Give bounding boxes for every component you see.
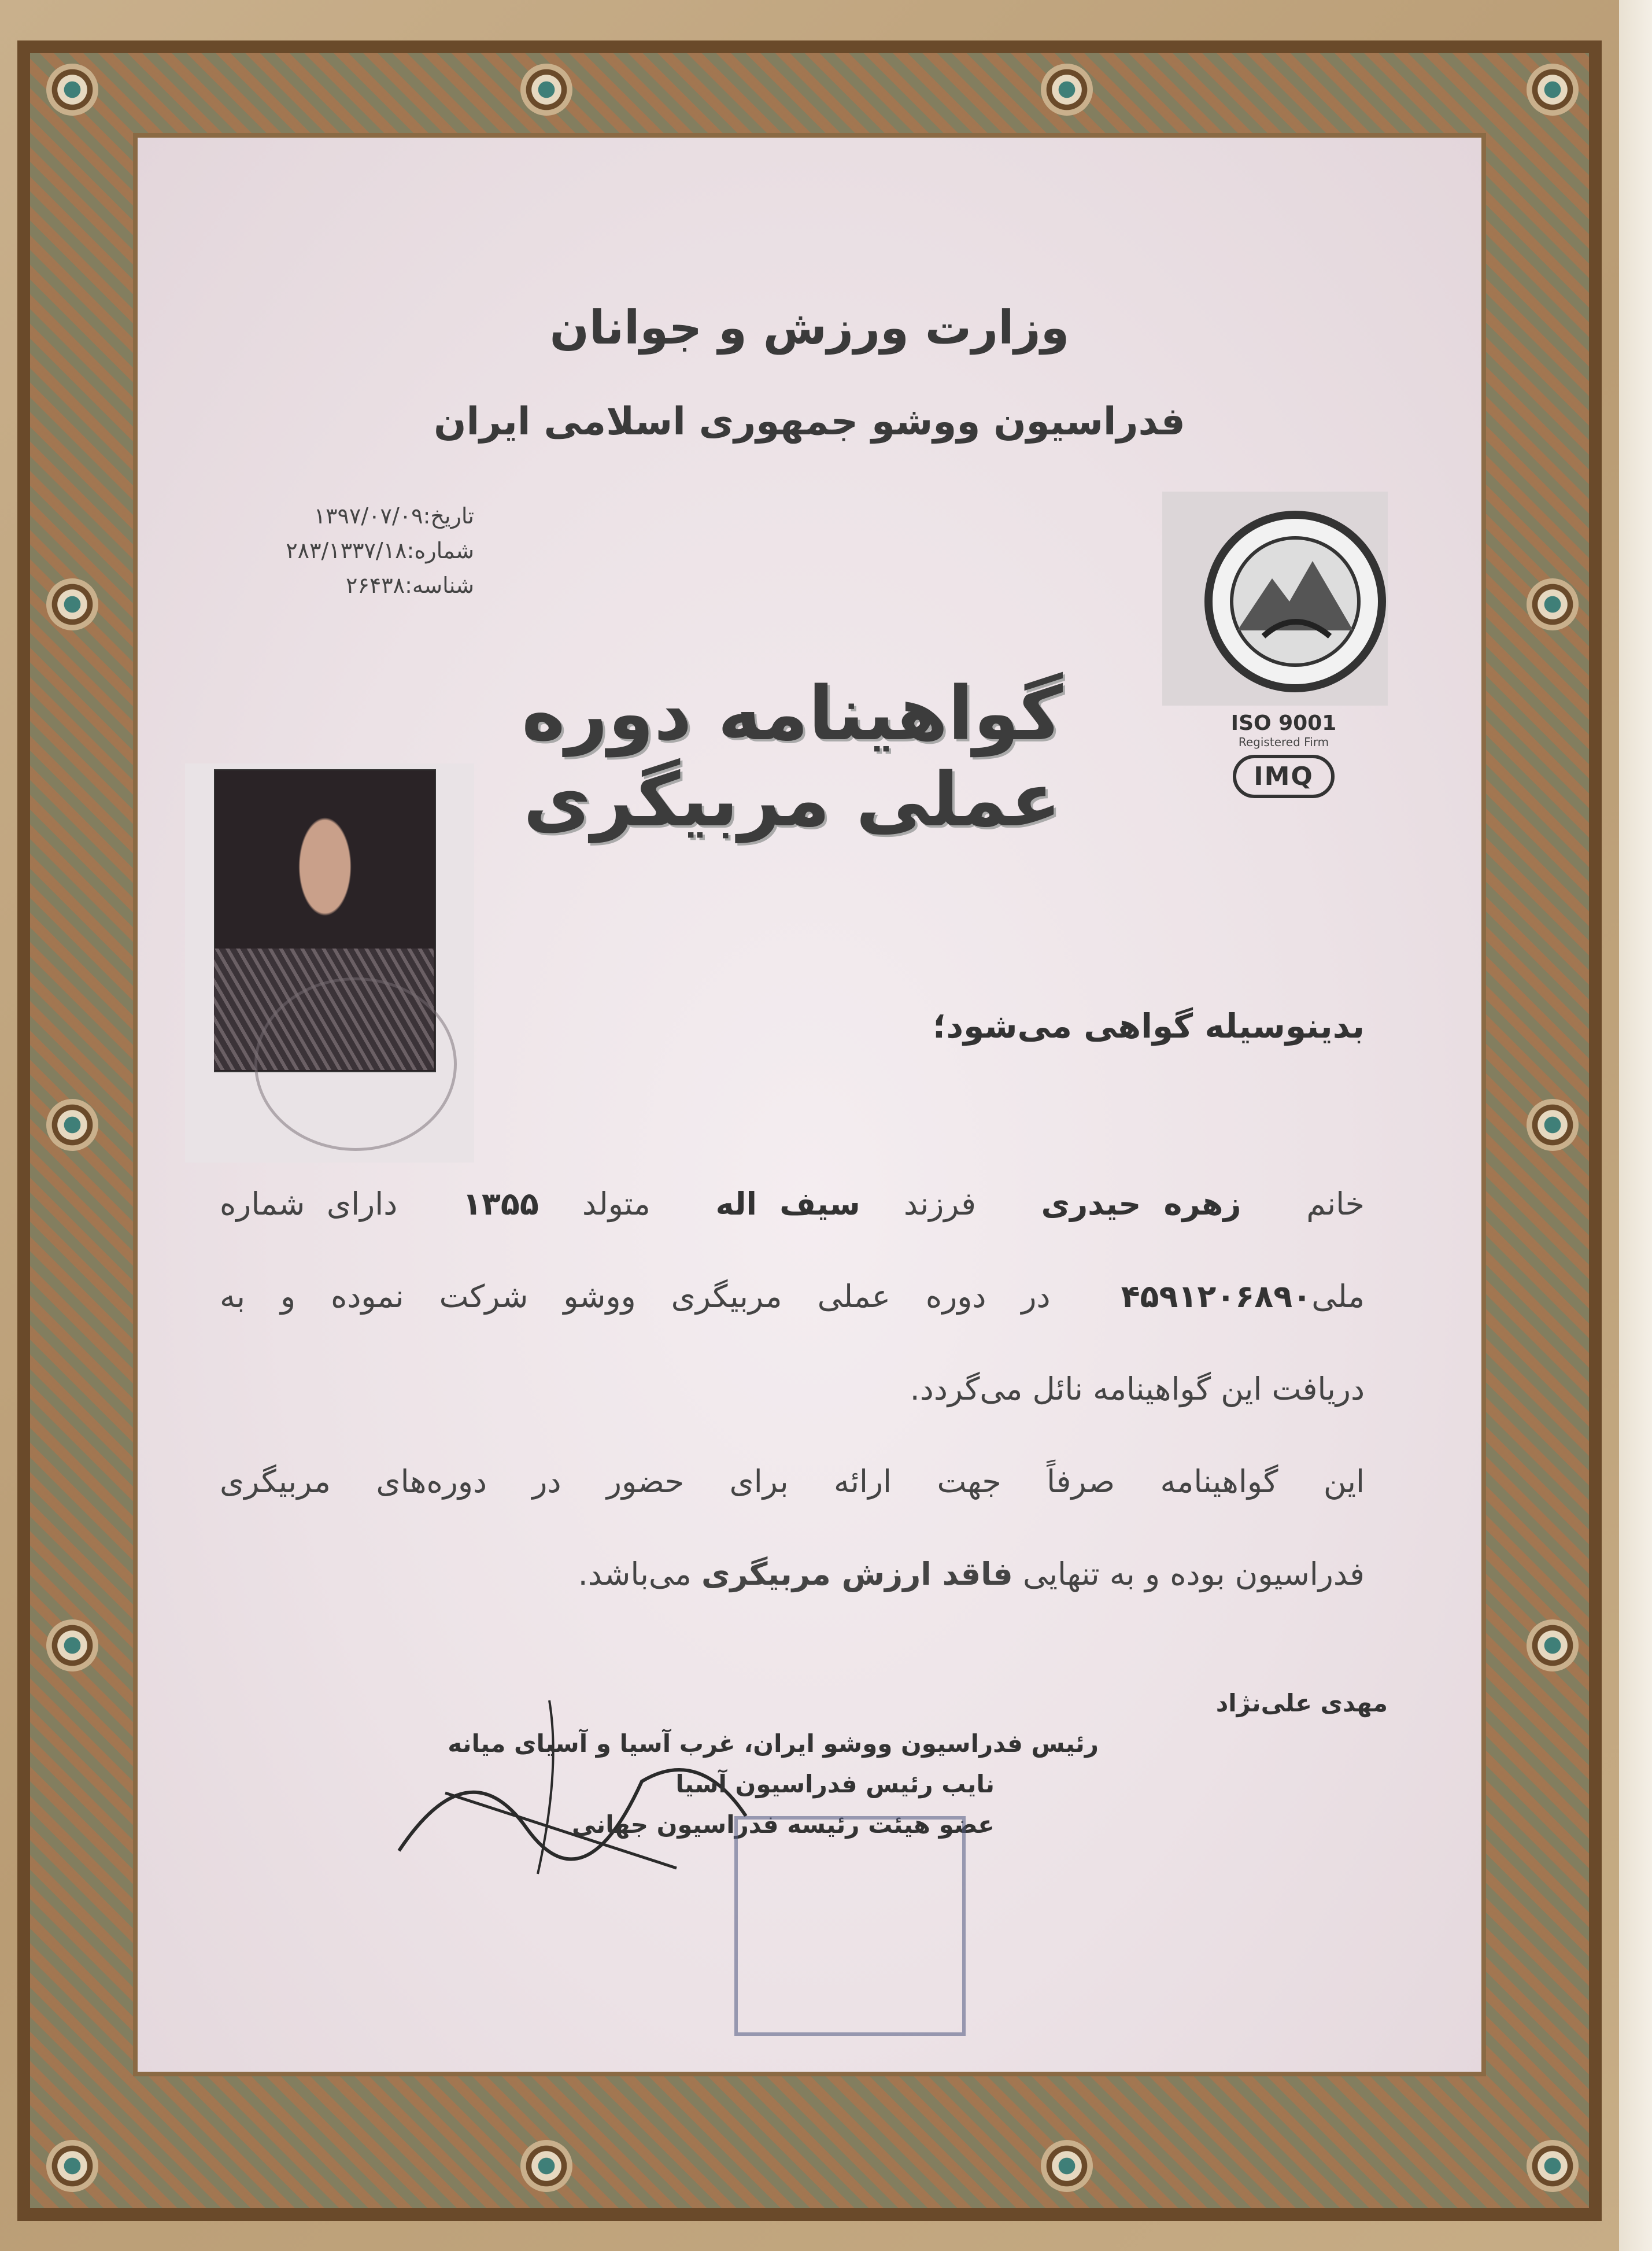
ministry-heading: وزارت ورزش و جوانان xyxy=(549,301,1070,355)
border-rosette-icon xyxy=(46,2140,98,2192)
issue-id: شناسه:۲۶۴۳۸ xyxy=(346,573,474,598)
issue-number: شماره:۲۸۳/۱۳۳۷/۱۸ xyxy=(286,538,474,563)
signatory-role-1: رئیس فدراسیون ووشو ایران، غرب آسیا و آسیای میانه xyxy=(448,1729,1099,1758)
title-prefix: خانم xyxy=(1306,1186,1365,1222)
border-rosette-icon xyxy=(1041,64,1093,116)
border-rosette-icon xyxy=(1527,1619,1579,1671)
border-rosette-icon xyxy=(46,1619,98,1671)
iso-registered-label: Registered Firm xyxy=(1238,735,1329,749)
birth-year: ۱۳۵۵ xyxy=(462,1186,539,1222)
child-of-label: فرزند xyxy=(903,1186,976,1222)
body-line-1 xyxy=(220,1186,1365,1222)
born-label: متولد xyxy=(582,1186,651,1222)
border-rosette-icon xyxy=(1041,2140,1093,2192)
photo-stamp-icon xyxy=(254,977,457,1151)
father-name: سیف اله xyxy=(715,1186,860,1222)
imq-logo: IMQ xyxy=(1233,755,1335,798)
border-rosette-icon xyxy=(1527,578,1579,630)
validity-text: فدراسیون بوده و به تنهایی xyxy=(1022,1556,1365,1592)
course-text: در دوره عملی مربیگری ووشو شرکت نموده و به xyxy=(220,1278,1051,1315)
border-rosette-icon xyxy=(1527,1099,1579,1151)
validity-emphasis: فاقد ارزش مربیگری xyxy=(701,1556,1013,1592)
certificate-title: گواهینامه دوره عملی مربیگری xyxy=(522,671,1063,843)
border-rosette-icon xyxy=(46,64,98,116)
body-line-5 xyxy=(463,1556,1365,1592)
certification-intro: بدینوسیله گواهی می‌شود؛ xyxy=(933,1006,1365,1046)
border-rosette-icon xyxy=(46,1099,98,1151)
national-label: ملی xyxy=(1311,1278,1365,1315)
recipient-name: زهره حیدری xyxy=(1041,1186,1241,1222)
iso-label: ISO 9001 xyxy=(1230,711,1337,735)
paper-edge xyxy=(1619,0,1652,2251)
iso-certification xyxy=(1197,711,1370,798)
federation-logo-icon xyxy=(1162,492,1388,706)
signatory-role-3: عضو هیئت رئیسه فدراسیون جهانی xyxy=(571,1810,995,1839)
body-line-4: این گواهینامه صرفاً جهت ارائه برای حضور در دوره‌های مربیگری xyxy=(220,1463,1365,1500)
federation-stamp-icon xyxy=(734,1816,966,2036)
body-line-3: دریافت این گواهینامه نائل می‌گردد. xyxy=(910,1371,1365,1407)
border-rosette-icon xyxy=(1527,2140,1579,2192)
border-rosette-icon xyxy=(520,64,572,116)
border-rosette-icon xyxy=(520,2140,572,2192)
signatory-name: مهدی علی‌نژاد xyxy=(1215,1689,1388,1717)
border-rosette-icon xyxy=(1527,64,1579,116)
border-rosette-icon xyxy=(46,578,98,630)
validity-end: می‌باشد. xyxy=(578,1556,692,1592)
issue-date: تاریخ:۱۳۹۷/۰۷/۰۹ xyxy=(313,503,474,529)
signatory-role-2: نایب رئیس فدراسیون آسیا xyxy=(675,1770,995,1798)
body-line-2 xyxy=(220,1278,1365,1315)
national-id: ۴۵۹۱۲۰۶۸۹۰ xyxy=(1121,1278,1312,1315)
id-label: دارای شماره xyxy=(220,1186,398,1222)
federation-heading: فدراسیون ووشو جمهوری اسلامی ایران xyxy=(434,399,1185,444)
